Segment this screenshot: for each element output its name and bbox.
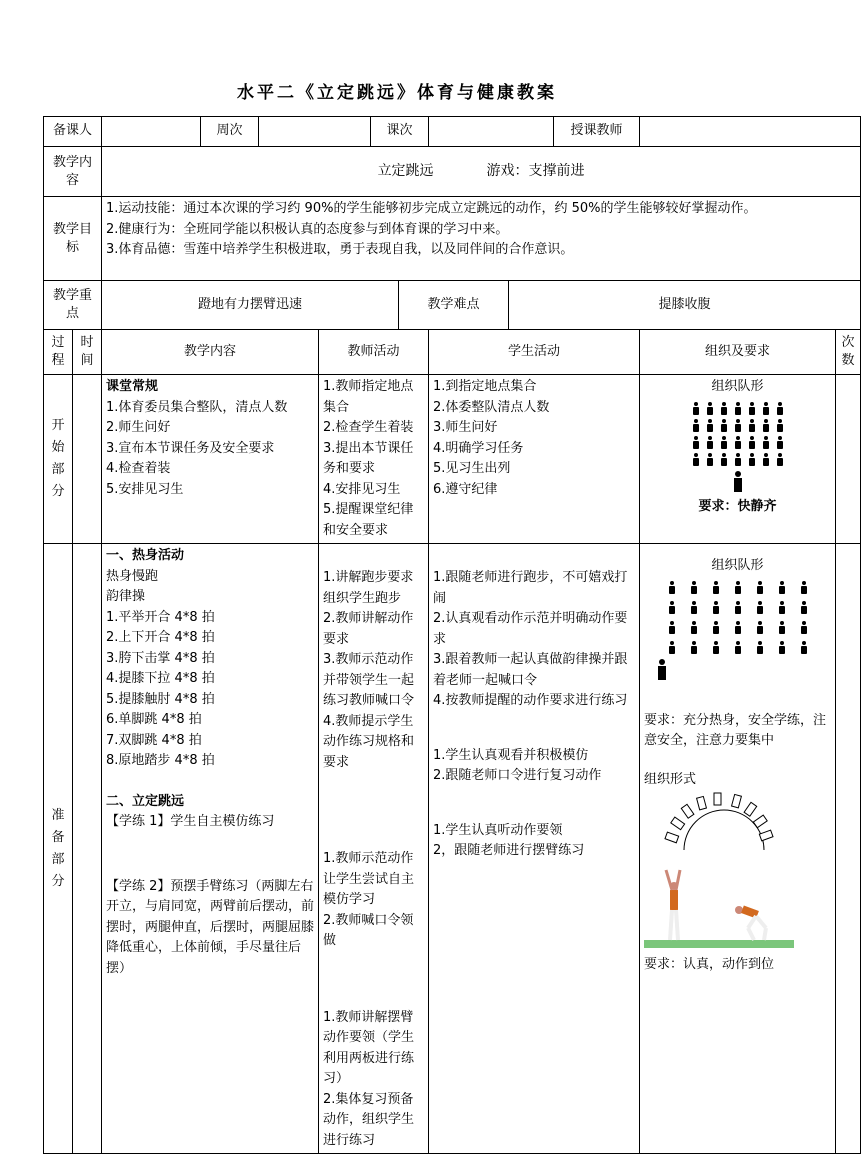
student-figure-icon	[778, 621, 786, 635]
warmup-item: 7.双脚跳 4*8 拍	[106, 732, 202, 748]
preparer-label: 备课人	[44, 117, 102, 147]
start-org-title: 组织队形	[711, 379, 764, 394]
content-label: 教学内容	[44, 147, 102, 197]
practice-2: 【学练 2】预摆手臂练习（两脚左右开立，与肩同宽，两臂前后摆动，前摆时，两腿伸直，后摆时，两腿屈膝降低重心，上体前倾，手尽量往后摆）	[106, 878, 315, 976]
content-main: 立定跳远	[377, 163, 434, 180]
prep-student-item: 2，跟随老师进行摆臂练习	[433, 843, 585, 858]
prep-teacher-item: 1.教师示范动作让学生尝试自主模仿学习	[323, 851, 415, 907]
warmup-item: 6.单脚跳 4*8 拍	[106, 712, 202, 727]
process-header: 过程	[44, 330, 73, 375]
content-game: 游戏：支撑前进	[486, 163, 585, 180]
student-figure-icon	[690, 641, 698, 655]
formation-mats	[665, 793, 773, 843]
student-figure-icon	[734, 402, 742, 416]
key-point-label: 教学重点	[44, 281, 102, 330]
student-figure-icon	[720, 436, 728, 450]
warmup-item: 2.上下开合 4*8 拍	[106, 630, 215, 645]
goals-list	[102, 197, 861, 281]
teacher-figure-icon	[656, 659, 668, 681]
start-content-item: 2.师生问好	[106, 420, 171, 435]
prep-teacher-activity	[319, 544, 429, 1154]
prep-teacher-item: 3.教师示范动作并带领学生一起练习教师喊口令	[323, 652, 415, 708]
start-teacher-item: 5.提醒课堂纪律和安全要求	[323, 502, 414, 538]
goals-row	[44, 197, 861, 281]
jump-heading: 二、立定跳远	[106, 793, 185, 809]
difficulty-label: 教学难点	[399, 281, 509, 330]
student-figure-icon	[778, 581, 786, 595]
start-student-activity	[429, 375, 640, 544]
student-figure-icon	[668, 601, 676, 615]
student-figure-icon	[692, 402, 700, 416]
student-figure-icon	[712, 621, 720, 635]
content-header: 教学内容	[102, 330, 319, 375]
student-figure-icon	[712, 601, 720, 615]
start-count	[836, 375, 861, 544]
start-content-item: 4.检查着装	[106, 461, 171, 476]
student-figure-icon	[748, 453, 756, 467]
student-figure-icon	[762, 453, 770, 467]
content-value	[102, 147, 861, 197]
student-figure-icon	[734, 453, 742, 467]
student-figure-icon	[668, 581, 676, 595]
prep-section-row	[44, 544, 861, 1154]
lesson-label: 课次	[371, 117, 429, 147]
student-activity-header: 学生活动	[429, 330, 640, 375]
prep-section-label: 准备部分	[44, 544, 73, 1154]
student-figure-icon	[776, 402, 784, 416]
student-figure-icon	[692, 453, 700, 467]
student-figure-icon	[756, 621, 764, 635]
key-point-value: 蹬地有力摆臂迅速	[102, 281, 399, 330]
student-figure-icon	[756, 641, 764, 655]
start-teacher-activity	[319, 375, 429, 544]
student-figure-icon	[690, 601, 698, 615]
start-teacher-item: 2.检查学生着装	[323, 420, 414, 435]
prep-student-item: 3.跟着教师一起认真做韵律操并跟着老师一起喊口令	[433, 652, 628, 688]
prep-student-item: 1.跟随老师进行跑步，不可嬉戏打闹	[433, 570, 628, 606]
start-formation-grid	[644, 402, 831, 467]
student-figure-icon	[748, 402, 756, 416]
student-figure-icon	[692, 419, 700, 433]
warmup-item: 4.提膝下拉 4*8 拍	[106, 671, 215, 686]
grass-ground	[644, 940, 794, 948]
warmup-heading: 一、热身活动	[106, 548, 185, 563]
student-figure-icon	[756, 601, 764, 615]
prep-formation-grid	[644, 581, 831, 655]
student-figure-icon	[800, 621, 808, 635]
prep-student-item: 1.学生认真听动作要领	[433, 822, 563, 838]
warmup-item: 5.提膝触肘 4*8 拍	[106, 691, 215, 707]
student-figure-icon	[762, 436, 770, 450]
teacher-value	[640, 117, 861, 147]
crouching-jumper-figure-icon	[735, 905, 766, 939]
prep-time	[73, 544, 102, 1154]
prep-student-activity	[429, 544, 640, 1154]
start-content	[102, 375, 319, 544]
start-student-item: 4.明确学习任务	[433, 440, 524, 456]
column-header-row	[44, 330, 861, 375]
student-figure-icon	[778, 641, 786, 655]
student-figure-icon	[762, 402, 770, 416]
difficulty-value: 提膝收腹	[509, 281, 861, 330]
prep-student-item: 2.跟随老师口令进行复习动作	[433, 768, 602, 783]
standing-jump-illustration	[644, 868, 794, 948]
content-row	[44, 147, 861, 197]
student-figure-icon	[734, 621, 742, 635]
prep-org-form: 组织形式	[644, 771, 697, 787]
start-content-heading: 课堂常规	[106, 379, 159, 394]
prep-student-item: 1.学生认真观看并积极模仿	[433, 747, 589, 763]
student-figure-icon	[776, 419, 784, 433]
lesson-value	[429, 117, 554, 147]
start-content-item: 3.宣布本节课任务及安全要求	[106, 440, 275, 456]
semicircle-formation-diagram	[644, 790, 804, 860]
header-row	[44, 117, 861, 147]
prep-teacher-item: 1.教师讲解摆臂动作要领（学生利用两板进行练习）	[323, 1009, 415, 1086]
student-figure-icon	[776, 436, 784, 450]
student-figure-icon	[734, 436, 742, 450]
prep-org-requirement: 要求：充分热身，安全学练，注意安全，注意力要集中	[644, 712, 827, 748]
start-time	[73, 375, 102, 544]
student-figure-icon	[690, 621, 698, 635]
start-teacher-item: 4.安排见习生	[323, 481, 401, 497]
formation-arc	[684, 810, 764, 850]
student-figure-icon	[706, 419, 714, 433]
prep-organization	[640, 544, 836, 1154]
start-student-item: 1.到指定地点集合	[433, 379, 537, 394]
prep-teacher-item: 2.集体复习预备动作，组织学生进行练习	[323, 1091, 415, 1148]
count-header: 次数	[836, 330, 861, 375]
warmup-item: 1.平举开合 4*8 拍	[106, 609, 215, 625]
student-figure-icon	[706, 436, 714, 450]
start-student-item: 5.见习生出列	[433, 461, 511, 476]
warmup-item: 3.胯下击掌 4*8 拍	[106, 650, 215, 666]
student-figure-icon	[734, 601, 742, 615]
student-figure-icon	[778, 601, 786, 615]
prep-org-title: 组织队形	[711, 558, 764, 573]
week-label: 周次	[201, 117, 259, 147]
start-student-item: 2.体委整队清点人数	[433, 399, 550, 415]
prep-teacher-item: 2.教师讲解动作要求	[323, 611, 414, 647]
goal-item: 2.健康行为：全班同学能以积极认真的态度参与到体育课的学习中来。	[106, 221, 509, 237]
student-figure-icon	[800, 641, 808, 655]
start-org-requirement: 要求：快静齐	[698, 498, 777, 514]
goal-item: 1.运动技能：通过本次课的学习约 90%的学生能够初步完成立定跳远的动作，约 50%的学生能够较好掌握动作。	[106, 201, 757, 216]
teacher-label: 授课教师	[554, 117, 640, 147]
start-content-item: 1.体育委员集合整队，清点人数	[106, 399, 288, 415]
prep-teacher-item: 1.讲解跑步要求组织学生跑步	[323, 570, 414, 606]
warmup-item: 韵律操	[106, 589, 146, 604]
warmup-item: 8.原地踏步 4*8 拍	[106, 753, 215, 768]
student-figure-icon	[668, 621, 676, 635]
student-figure-icon	[690, 581, 698, 595]
start-student-item: 3.师生问好	[433, 420, 498, 435]
prep-student-item: 4.按教师提醒的动作要求进行练习	[433, 693, 628, 708]
start-teacher-item: 1.教师指定地点集合	[323, 379, 414, 415]
student-figure-icon	[712, 581, 720, 595]
page-title: 水平二《立定跳远》体育与健康教案	[237, 83, 557, 103]
start-content-item: 5.安排见习生	[106, 481, 184, 497]
student-figure-icon	[756, 581, 764, 595]
start-teacher-item: 3.提出本节课任务和要求	[323, 440, 414, 476]
prep-org-requirement-2: 要求：认真，动作到位	[644, 957, 775, 972]
practice-1: 【学练 1】学生自主模仿练习	[106, 814, 275, 829]
prep-content	[102, 544, 319, 1154]
student-figure-icon	[712, 641, 720, 655]
student-figure-icon	[706, 402, 714, 416]
student-figure-icon	[734, 581, 742, 595]
prep-student-item: 2.认真观看动作示范并明确动作要求	[433, 611, 628, 647]
lesson-plan-table	[43, 116, 861, 1154]
start-student-item: 6.遵守纪律	[433, 481, 498, 497]
student-figure-icon	[734, 419, 742, 433]
student-figure-icon	[720, 402, 728, 416]
start-section-row	[44, 375, 861, 544]
student-figure-icon	[668, 641, 676, 655]
student-figure-icon	[692, 436, 700, 450]
preparer-value	[102, 117, 201, 147]
student-figure-icon	[748, 436, 756, 450]
student-figure-icon	[762, 419, 770, 433]
warmup-item: 热身慢跑	[106, 568, 159, 584]
start-organization	[640, 375, 836, 544]
student-figure-icon	[720, 419, 728, 433]
teacher-figure-icon	[732, 471, 744, 493]
student-figure-icon	[720, 453, 728, 467]
student-figure-icon	[800, 581, 808, 595]
student-figure-icon	[706, 453, 714, 467]
week-value	[259, 117, 371, 147]
prep-count	[836, 544, 861, 1154]
student-figure-icon	[748, 419, 756, 433]
prep-teacher-item: 4.教师提示学生动作练习规格和要求	[323, 713, 415, 770]
prep-teacher-item: 2.教师喊口令领做	[323, 912, 414, 948]
student-figure-icon	[776, 453, 784, 467]
start-section-label: 开始部分	[44, 375, 73, 544]
teacher-activity-header: 教师活动	[319, 330, 429, 375]
focus-row	[44, 281, 861, 330]
jumper-figure-icon	[666, 870, 680, 940]
organization-header: 组织及要求	[640, 330, 836, 375]
goals-label: 教学目标	[44, 197, 102, 281]
student-figure-icon	[734, 641, 742, 655]
goal-item: 3.体育品德：雪莲中培养学生积极进取，勇于表现自我，以及同伴间的合作意识。	[106, 242, 574, 257]
student-figure-icon	[800, 601, 808, 615]
time-header: 时间	[73, 330, 102, 375]
